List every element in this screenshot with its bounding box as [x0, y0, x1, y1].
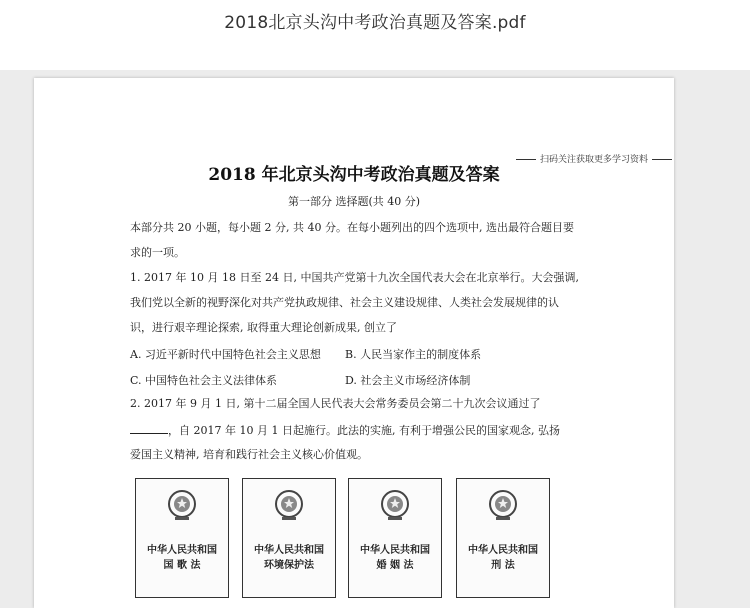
national-emblem-icon: [379, 489, 411, 521]
question-2-line: 2. 2017 年 9 月 1 日, 第十二届全国人民代表大会常务委员会第二十九次会议通过了: [130, 397, 541, 410]
book-publisher: 中华人民共和国: [468, 545, 538, 556]
section-heading: 第一部分 选择题(共 40 分): [287, 195, 421, 208]
national-emblem-icon: [166, 489, 198, 521]
question-1-line: 1. 2017 年 10 月 18 日至 24 日, 中国共产党第十九次全国代表大会在北京举行。大会强调,: [130, 271, 579, 284]
national-emblem-icon: [273, 489, 305, 521]
file-title: 2018北京头沟中考政治真题及答案.pdf: [224, 13, 526, 33]
book-publisher: 中华人民共和国: [360, 545, 430, 556]
question-1-line: 识，进行艰辛理论探索, 取得重大理论创新成果, 创立了: [130, 321, 397, 334]
question-2-line: [130, 423, 580, 438]
viewer-toolbar: [0, 0, 750, 70]
option-b: B. 人民当家作主的制度体系: [345, 348, 482, 361]
question-1-line: 我们党以全新的视野深化对共产党执政规律、社会主义建设规律、人类社会发展规律的认: [130, 296, 559, 309]
law-book-cover: [135, 478, 229, 598]
page-note-text: 扫码关注获取更多学习资料: [540, 155, 649, 165]
law-book-cover: [348, 478, 442, 598]
question-2-line: 爱国主义精神, 培育和践行社会主义核心价值观。: [130, 448, 368, 461]
law-book-cover: [242, 478, 336, 598]
option-a: A. 习近平新时代中国特色社会主义思想: [130, 348, 321, 361]
book-name: 国 歌 法: [163, 560, 201, 571]
answer-blank: [130, 423, 168, 434]
national-emblem-icon: [487, 489, 519, 521]
option-d: D. 社会主义市场经济体制: [345, 374, 471, 387]
paper-title: 2018 年北京头沟中考政治真题及答案: [208, 165, 500, 185]
question-2-text: ，自 2017 年 10 月 1 日起施行。此法的实施, 有利于增强公民的国家观念, 弘扬: [168, 424, 560, 437]
law-book-cover: [456, 478, 550, 598]
pdf-page[interactable]: [34, 78, 674, 608]
option-c: C. 中国特色社会主义法律体系: [130, 374, 278, 387]
book-publisher: 中华人民共和国: [254, 545, 324, 556]
book-name: 婚 姻 法: [376, 560, 414, 571]
intro-line: 求的一项。: [130, 246, 185, 259]
book-name: 环境保护法: [264, 560, 314, 571]
book-publisher: 中华人民共和国: [147, 545, 217, 556]
intro-line: 本部分共 20 小题，每小题 2 分, 共 40 分。在每小题列出的四个选项中, 选出最符合题目要: [130, 221, 574, 234]
book-name: 刑 法: [491, 560, 515, 571]
